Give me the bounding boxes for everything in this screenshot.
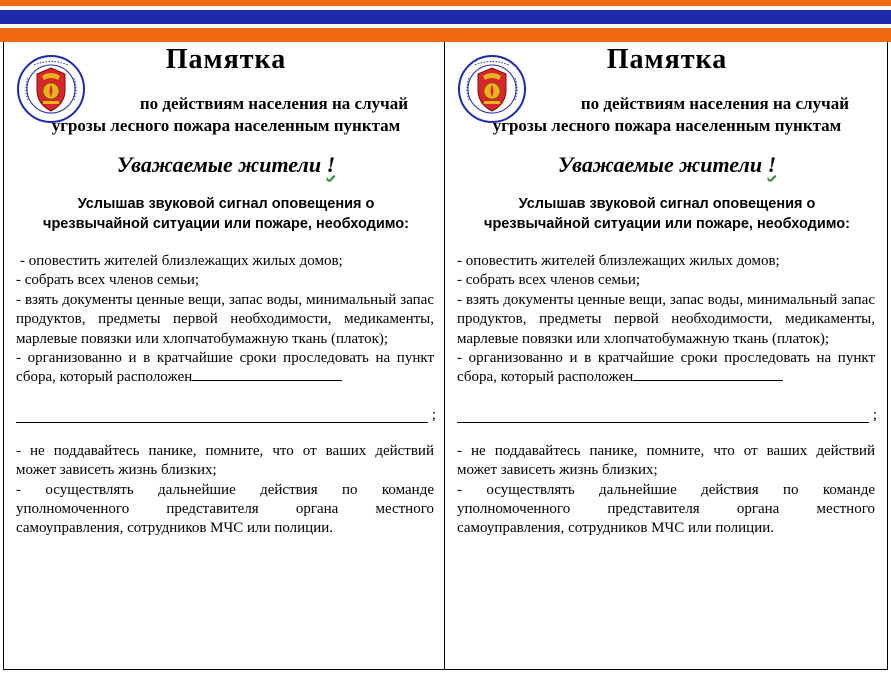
assembly-end: ;	[872, 407, 877, 424]
column-divider	[444, 42, 445, 670]
memo-subtitle-line2: угрозы лесного пожара населенным пунктам	[492, 116, 842, 135]
assembly-end: ;	[431, 407, 436, 424]
item-assembly-text: - организованно и в кратчайшие сроки проследовать на пункт сбора, который расположен	[16, 350, 434, 386]
greeting-mark: !	[767, 152, 777, 177]
memo-subtitle-line2: угрозы лесного пожара населенным пунктам	[51, 116, 401, 135]
header-stripe-blue	[0, 10, 891, 24]
item-documents: - взять документы ценные вещи, запас воды, минимальный запас продуктов, предметы первой необходимости, медикаменты, марлевые повязки или хлопчатобумажную ткань (платок);	[16, 291, 434, 347]
memo-subtitle-line1: по действиям населения на случай	[580, 94, 849, 113]
memo-heading	[457, 194, 877, 234]
memo-title: Памятка	[165, 44, 287, 75]
item-assembly	[457, 349, 875, 388]
greeting-mark: !	[326, 152, 336, 177]
item-family: - собрать всех членов семьи;	[16, 272, 200, 289]
item-panic: - не поддавайтесь панике, помните, что от ваших действий может зависеть жизнь близких;	[457, 442, 875, 479]
item-notify: - оповестить жителей близлежащих жилых домов;	[20, 253, 343, 269]
greeting-text: Уважаемые жители	[116, 152, 322, 177]
memo-body	[457, 252, 875, 539]
heading-line1: Услышав звуковой сигнал оповещения о	[518, 196, 816, 212]
heading-line2: чрезвычайной ситуации или пожаре, необходимо:	[484, 216, 850, 232]
assembly-blank-line-full	[457, 407, 877, 424]
memo-body	[16, 252, 434, 539]
assembly-blank-line	[633, 368, 783, 381]
memo-heading	[16, 194, 436, 234]
assembly-blank-line-full	[16, 407, 436, 424]
greeting-text: Уважаемые жители	[557, 152, 763, 177]
item-follow: - осуществлять дальнейшие действия по команде уполномоченного представителя органа местного самоуправления, сотрудников МЧС или полиции.	[16, 481, 434, 537]
item-notify: - оповестить жителей близлежащих жилых домов;	[457, 253, 780, 269]
item-panic: - не поддавайтесь панике, помните, что от ваших действий может зависеть жизнь близких;	[16, 442, 434, 479]
item-documents: - взять документы ценные вещи, запас воды, минимальный запас продуктов, предметы первой необходимости, медикаменты, марлевые повязки или хлопчатобумажную ткань (платок);	[457, 291, 875, 347]
assembly-blank-line	[192, 368, 342, 381]
header-stripe-orange-bottom	[0, 28, 891, 42]
item-follow: - осуществлять дальнейшие действия по команде уполномоченного представителя органа местного самоуправления, сотрудников МЧС или полиции.	[457, 481, 875, 537]
memo-subtitle-line1: по действиям населения на случай	[139, 94, 408, 113]
memo-greeting	[16, 152, 436, 178]
item-family: - собрать всех членов семьи;	[457, 272, 641, 289]
item-assembly-text: - организованно и в кратчайшие сроки проследовать на пункт сбора, который расположен	[457, 350, 875, 386]
memo-title: Памятка	[606, 44, 728, 75]
item-assembly	[16, 349, 434, 388]
memo-greeting	[457, 152, 877, 178]
heading-line1: Услышав звуковой сигнал оповещения о	[77, 196, 375, 212]
heading-line2: чрезвычайной ситуации или пожаре, необходимо:	[43, 216, 409, 232]
